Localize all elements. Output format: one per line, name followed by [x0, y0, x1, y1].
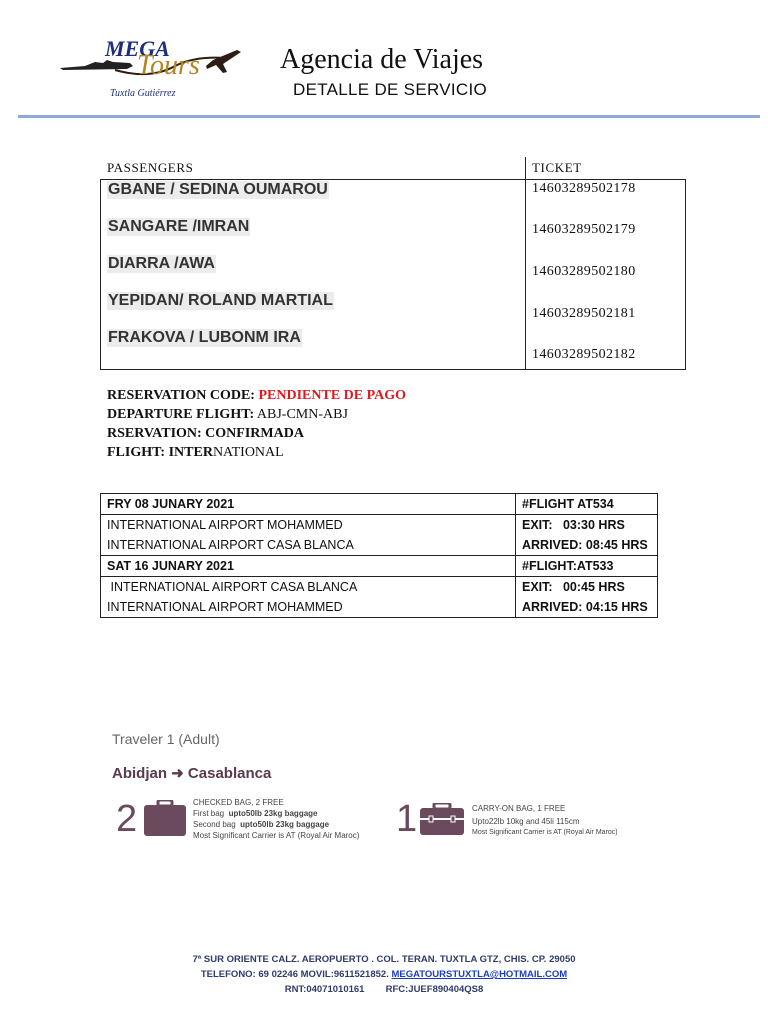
route-line: [112, 764, 271, 782]
ticket-number: 14603289502179: [532, 222, 636, 237]
checked-bag-line: [193, 819, 359, 830]
checked-bag-line-label: First bag: [193, 809, 225, 818]
reservation-code-label: RESERVATION CODE:: [107, 388, 255, 403]
flight-exit-time: EXIT: 00:45 HRS: [522, 580, 625, 594]
table-row: [101, 494, 658, 515]
flight-type-value: NATIONAL: [212, 445, 284, 460]
departure-flight-value: ABJ-CMN-ABJ: [256, 407, 348, 422]
flight-type-line: [107, 445, 284, 461]
checked-bag-details: [193, 797, 359, 841]
header-divider: [18, 115, 760, 118]
departure-flight-line: [107, 407, 348, 423]
ticket-number: 14603289502181: [532, 306, 636, 321]
carry-on-size: Upto22lb 10kg and 45li 115cm: [472, 817, 580, 826]
flight-destination: INTERNATIONAL AIRPORT CASA BLANCA: [107, 538, 354, 552]
flight-times-cell: [516, 577, 658, 618]
flight-exit-time: EXIT: 03:30 HRS: [522, 518, 625, 532]
checked-bag-line-value: upto50lb 23kg baggage: [228, 809, 318, 818]
flight-route-cell: [101, 515, 516, 556]
footer-rfc: RFC:JUEF890404QS8: [385, 984, 484, 995]
table-row: [101, 577, 658, 618]
passenger-name: FRAKOVA / LUBONM IRA: [108, 329, 301, 346]
table-row: [101, 515, 658, 556]
logo-text-city: Tuxtla Gutiérrez: [110, 88, 176, 99]
passenger-name: SANGARE /IMRAN: [108, 218, 250, 235]
reservation-code-value: PENDIENTE DE PAGO: [258, 388, 407, 403]
flight-arrival-time: ARRIVED: 08:45 HRS: [522, 538, 648, 552]
checked-bag-carrier: Most Significant Carrier is AT (Royal Air Maroc): [193, 831, 360, 840]
ticket-header: TICKET: [532, 160, 582, 175]
checked-bag-title: CHECKED BAG, 2 FREE: [193, 798, 284, 807]
flight-table: [100, 493, 658, 618]
checked-bag-line: [193, 808, 359, 819]
ticket-number: 14603289502178: [532, 181, 636, 196]
flight-arrival-time: ARRIVED: 04:15 HRS: [522, 600, 648, 614]
flight-type-label: FLIGHT: INTER: [107, 445, 213, 460]
flight-origin: INTERNATIONAL AIRPORT MOHAMMED: [107, 518, 343, 532]
footer-rnt: RNT:04071010161: [284, 984, 365, 995]
route-origin: Abidjan: [112, 765, 167, 782]
checked-bag-line-value: upto50lb 23kg baggage: [240, 820, 330, 829]
passengers-header: PASSENGERS: [107, 160, 194, 175]
flight-date: FRY 08 JUNARY 2021: [101, 494, 516, 515]
footer-phone: TELEFONO: 69 02246 MOVIL:9611521852.: [200, 969, 389, 980]
flight-number: #FLIGHT:AT533: [516, 556, 658, 577]
ticket-number: 14603289502182: [532, 347, 636, 362]
flight-route-cell: [101, 577, 516, 618]
checked-bag-icon: [144, 800, 186, 841]
checked-bag-line-label: Second bag: [193, 820, 236, 829]
footer-address: 7ª SUR ORIENTE CALZ. AEROPUERTO . COL. TERAN. TUXTLA GTZ, CHIS. CP. 29050: [192, 954, 576, 965]
table-row: [101, 556, 658, 577]
company-logo: [55, 36, 245, 108]
flight-times-cell: [516, 515, 658, 556]
logo-text-tours: Tours: [137, 50, 200, 81]
arrow-right-icon: ➜: [171, 765, 184, 782]
route-destination: Casablanca: [187, 765, 272, 782]
traveler-label: Traveler 1 (Adult): [112, 731, 220, 747]
footer-email-link[interactable]: MEGATOURSTUXTLA@HOTMAIL.COM: [391, 969, 568, 980]
page-title: Agencia de Viajes: [280, 44, 484, 75]
footer-contact: [0, 969, 768, 980]
passenger-table-divider: [525, 157, 526, 369]
ticket-number: 14603289502180: [532, 264, 636, 279]
logo-text-mega: MEGA: [105, 36, 170, 61]
passenger-name: DIARRA /AWA: [108, 255, 215, 272]
flight-date: SAT 16 JUNARY 2021: [101, 556, 516, 577]
footer-registration: [0, 984, 768, 995]
reservation-status-line: [107, 426, 304, 442]
carry-on-count: 1: [396, 798, 418, 840]
flight-origin: INTERNATIONAL AIRPORT CASA BLANCA: [107, 580, 358, 594]
passenger-table: [100, 157, 686, 369]
page-subtitle: DETALLE DE SERVICIO: [293, 80, 488, 99]
reservation-code-line: [107, 388, 406, 404]
passenger-name: GBANE / SEDINA OUMAROU: [108, 181, 328, 198]
checked-bag-count: 2: [116, 798, 138, 840]
passenger-name: YEPIDAN/ ROLAND MARTIAL: [108, 292, 333, 309]
reservation-status: RSERVATION: CONFIRMADA: [107, 426, 304, 441]
carry-on-title: CARRY-ON BAG, 1 FREE: [472, 804, 566, 813]
carry-on-carrier: Most Significant Carrier is AT (Royal Air Maroc): [472, 829, 618, 836]
flight-number: #FLIGHT AT534: [516, 494, 658, 515]
carry-on-bag-icon: [420, 803, 464, 840]
flight-destination: INTERNATIONAL AIRPORT MOHAMMED: [107, 600, 343, 614]
carry-on-details: [472, 803, 618, 838]
departure-flight-label: DEPARTURE FLIGHT:: [107, 407, 255, 422]
